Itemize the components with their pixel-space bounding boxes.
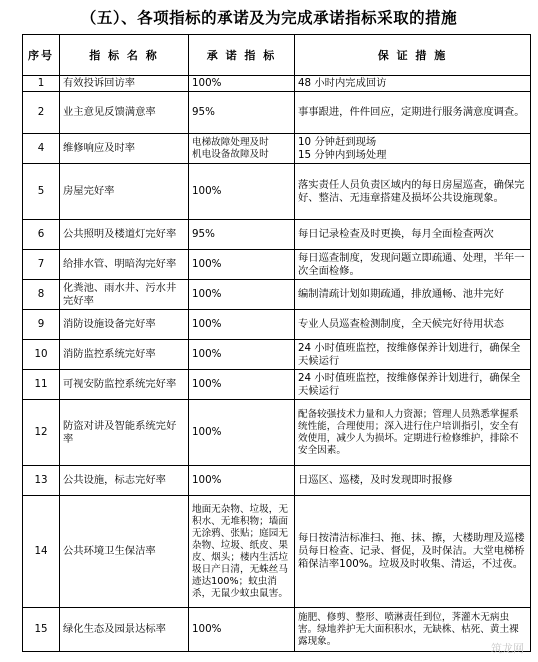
header-measure: 保 证 措 施 (295, 35, 531, 76)
row-measure: 每日巡查制度，发现问题立即疏通、处理，半年一次全面检修。 (295, 250, 531, 280)
row-item: 公共照明及楼道灯完好率 (60, 220, 189, 250)
row-no: 10 (23, 340, 60, 370)
row-promise: 地面无杂物、垃圾，无积水、无堆积物；墙面无涂鸦、张贴；庭园无杂物、垃圾、纸皮、果皮、烟头；楼内生活垃圾日产日清，无蛛丝马迹达100%；蚊虫消杀，无鼠少蚊虫鼠害。 (189, 496, 295, 608)
header-promise: 承 诺 指 标 (189, 35, 295, 76)
row-item: 绿化生态及园景达标率 (60, 608, 189, 652)
row-item: 可视安防监控系统完好率 (60, 370, 189, 400)
row-measure: 24 小时值班监控，按维修保养计划进行，确保全天候运行 (295, 370, 531, 400)
row-no: 11 (23, 370, 60, 400)
row-item: 公共设施，标志完好率 (60, 466, 189, 496)
row-item: 房屋完好率 (60, 164, 189, 220)
table-row (23, 250, 531, 280)
table-row (23, 466, 531, 496)
row-promise: 100% (189, 400, 295, 466)
row-promise: 100% (189, 608, 295, 652)
table-row (23, 280, 531, 310)
row-item: 化粪池、雨水井、污水井完好率 (60, 280, 189, 310)
row-promise: 95% (189, 92, 295, 134)
row-measure: 每日按清洁标准扫、拖、抹、擦，大楼助理及巡楼员每日检查、记录、督促，及时保洁。大堂电梯桥箱保洁率100%。垃圾及时收集、清运，不过夜。 (295, 496, 531, 608)
row-promise: 100% (189, 370, 295, 400)
row-item: 消防设施设备完好率 (60, 310, 189, 340)
row-no: 7 (23, 250, 60, 280)
row-measure: 专业人员巡查检测制度，全天候完好待用状态 (295, 310, 531, 340)
row-promise: 100% (189, 76, 295, 92)
row-promise: 100% (189, 164, 295, 220)
row-promise: 100% (189, 340, 295, 370)
page-title: （五）、各项指标的承诺及为完成承诺指标采取的措施 (80, 8, 458, 27)
row-measure: 10 分钟赶到现场 15 分钟内到场处理 (295, 134, 531, 164)
table-row (23, 340, 531, 370)
row-item: 公共环境卫生保洁率 (60, 496, 189, 608)
row-no: 6 (23, 220, 60, 250)
table-row (23, 310, 531, 340)
row-no: 2 (23, 92, 60, 134)
table-row (23, 220, 531, 250)
row-no: 9 (23, 310, 60, 340)
row-promise: 100% (189, 310, 295, 340)
row-measure: 施肥、修剪、整形、喷淋责任到位，荠灌木无病虫害。绿地养护无大面积积水，无缺株、枯死、黄土裸露现象。 (295, 608, 531, 652)
row-promise: 100% (189, 250, 295, 280)
row-promise: 电梯故障处理及时 机电设备故障及时 (189, 134, 295, 164)
row-item: 有效投诉回访率 (60, 76, 189, 92)
row-item: 消防监控系统完好率 (60, 340, 189, 370)
table-row (23, 164, 531, 220)
indicator-table (22, 34, 531, 652)
row-no: 12 (23, 400, 60, 466)
row-no: 15 (23, 608, 60, 652)
row-measure: 编制清疏计划如期疏通，排放通畅、池井完好 (295, 280, 531, 310)
row-no: 14 (23, 496, 60, 608)
table-row (23, 496, 531, 608)
row-measure: 事事跟进，件件回应，定期进行服务满意度调查。 (295, 92, 531, 134)
table-row (23, 92, 531, 134)
row-promise: 100% (189, 280, 295, 310)
table-row (23, 76, 531, 92)
header-item: 指 标 名 称 (60, 35, 189, 76)
row-item: 业主意见反馈满意率 (60, 92, 189, 134)
table-row (23, 400, 531, 466)
row-measure: 24 小时值班监控，按维修保养计划进行，确保全天候运行 (295, 340, 531, 370)
row-promise: 95% (189, 220, 295, 250)
table-row (23, 134, 531, 164)
row-measure: 日巡区、巡楼，及时发现即时报修 (295, 466, 531, 496)
row-measure: 每日记录检查及时更换，每月全面检查两次 (295, 220, 531, 250)
row-promise: 100% (189, 466, 295, 496)
row-no: 4 (23, 134, 60, 164)
table-row (23, 370, 531, 400)
row-no: 8 (23, 280, 60, 310)
watermark: 筑龙网 (491, 642, 524, 655)
row-measure: 配备较强技术力量和人力资源；管理人员熟悉掌握系统性能，合理使用；深入进行住户培训指引，安全有效使用，减少人为损坏。定期进行检修维护，排除不安全因素。 (295, 400, 531, 466)
row-no: 1 (23, 76, 60, 92)
row-no: 5 (23, 164, 60, 220)
row-measure: 落实责任人员负责区域内的每日房屋巡查，确保完好、整洁、无违章搭建及损坏公共设施现象。 (295, 164, 531, 220)
table-header-row (23, 35, 531, 76)
row-item: 给排水管、明暗沟完好率 (60, 250, 189, 280)
row-measure: 48 小时内完成回访 (295, 76, 531, 92)
row-no: 13 (23, 466, 60, 496)
header-no: 序号 (23, 35, 60, 76)
row-item: 防盗对讲及智能系统完好率 (60, 400, 189, 466)
row-item: 维修响应及时率 (60, 134, 189, 164)
table-row (23, 608, 531, 652)
